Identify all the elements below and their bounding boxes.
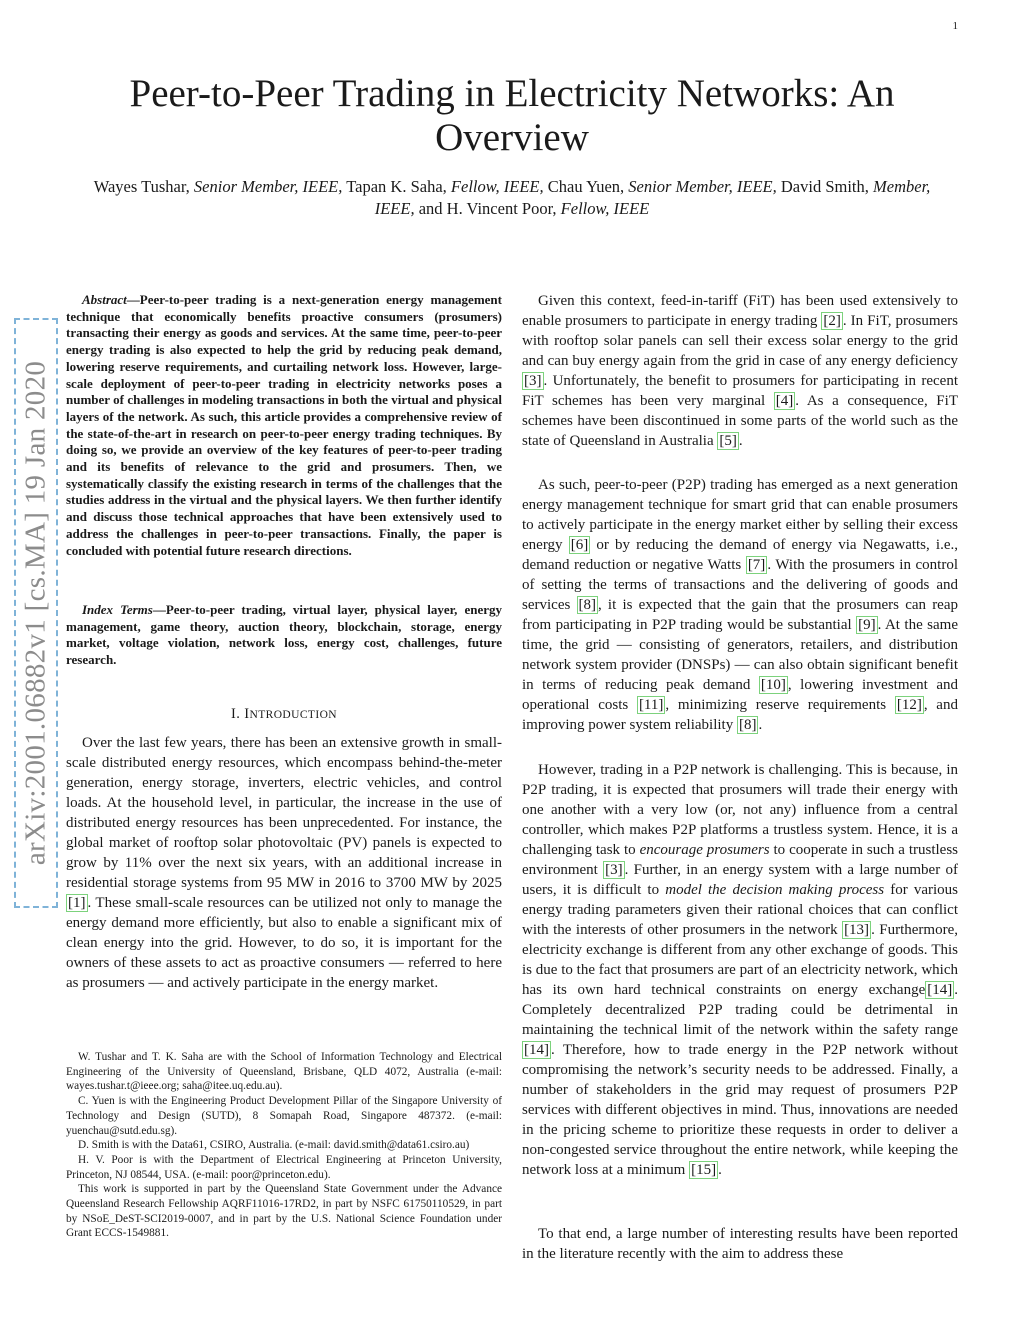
citation-link[interactable]: [10] — [760, 677, 786, 693]
citation-link[interactable]: [12] — [896, 697, 922, 713]
citation-link[interactable]: [14] — [524, 1042, 549, 1058]
author-footnotes — [66, 1050, 502, 1241]
author-affiliation: Senior Member, IEEE, — [628, 177, 777, 196]
paragraph-text: . Further, in an energy system with a large number of users, it is difficult to — [522, 862, 958, 898]
p2p-paragraph — [522, 475, 958, 735]
index-terms-text: —Peer-to-peer trading, virtual layer, physical layer, energy management, game theory, auction theory, blockchain, storage, energy market, voltage violation, network loss, energy cost, challenges, future research. — [66, 602, 502, 668]
author-affiliation: Fellow, IEEE — [560, 199, 650, 218]
author-name: Wayes Tushar, — [93, 177, 190, 196]
paper-title: Peer-to-Peer Trading in Electricity Networks: An Overview — [129, 72, 895, 159]
citation-link[interactable]: [8] — [738, 717, 757, 733]
citation-link[interactable]: [9] — [858, 617, 876, 633]
abstract-label: Abstract — [82, 292, 127, 307]
paragraph-text: As such, peer-to-peer (P2P) trading has emerged as a next generation energy management technique for smart grid that can enable prosumers to actively participate in the energy market either by selling their excess energy — [522, 477, 958, 553]
paragraph-text: . With the prosumers in control of setting the terms of transactions and the delivering of goods and services — [522, 557, 959, 613]
paragraph-text: Over the last few years, there has been an extensive growth in small-scale distributed energy resources, which encompass behind-the-meter generation, energy storage, inverters, electric vehicles, and control loads. At the household level, in particular, the increase in the use of distributed energy resources has been unprecedented. For instance, the global market of rooftop solar photovoltaic (PV) panels is expected to grow by 11% over the next six years, with an additional increase in residential storage systems from 95 MW in 2016 to 3700 MW by 2025 — [66, 735, 502, 891]
citation-link[interactable]: [15] — [691, 1162, 717, 1178]
author-name: and H. Vincent Poor, — [418, 199, 557, 218]
paragraph-text: . At the same time, the grid — consisting of generators, retailers, and distribution network system provider (DNSPs) — can also obtain significant benefit in terms of reducing peak demand — [522, 617, 958, 693]
emphasis-text: encourage prosumers — [639, 842, 770, 858]
footnote: This work is supported in part by the Queensland State Government under the Advance Queensland Research Fellowship AQRF11016-17RD2, in part by NSFC 61750110529, in part by NSoE_DeST-SCI2019-0007, and in part by the U.S. National Science Foundation under Grant ECCS-1549881. — [66, 1183, 502, 1240]
paragraph-text: , it is expected that the gain that the prosumers can reap from participating in P2P trading would be substantial — [522, 597, 958, 633]
abstract-text: —Peer-to-peer trading is a next-generation energy management technique that economically benefits proactive consumers (prosumers) transacting their energy as goods and services. At the same time, peer-to-peer energy trading is also expected to help the grid by reducing peak demand, lowering reserve requirements, and curtailing network loss. However, large-scale deployment of peer-to-peer trading in electricity networks poses a number of challenges in modeling transactions in both the virtual and physical layers of the network. As such, this article provides a comprehensive review of the state-of-the-art in research on peer-to-peer energy trading techniques. By doing so, we provide an overview of the key features of peer-to-peer trading and its benefits of relevance to the grid and prosumers. Then, we systematically classify the existing research in terms of the challenges that the studies address in the virtual and the physical layers. We then further identify and discuss those technical approaches that have been extensively used to address the challenges in peer-to-peer transactions. Finally, the paper is concluded with potential future research directions. — [66, 292, 502, 558]
citation-link[interactable]: [3] — [605, 862, 623, 878]
paragraph-text: . As a consequence, FiT schemes have been discontinued in some parts of the world such as the state of Queensland in Australia — [522, 393, 958, 449]
paragraph-text: . Furthermore, electricity exchange is different from any other exchange of goods. This is due to the fact that prosumers are part of an electricity network, which has its own hard technical constraints on energy exchange — [522, 922, 958, 998]
author-affiliation: Member, IEEE, — [374, 177, 931, 218]
section-title-rest: NTRODUCTION — [249, 709, 337, 721]
paragraph-text: for various energy trading parameters given their rational choices that can conflict with the interests of other prosumers in the network — [522, 882, 958, 938]
citation-link[interactable]: [3] — [524, 373, 542, 389]
paragraph-text: . In FiT, prosumers with rooftop solar panels can sell their excess solar energy to the grid and can buy energy again from the grid in case of any energy deficiency — [522, 313, 958, 369]
section-number: I. — [231, 706, 241, 722]
paragraph-text: Given this context, feed-in-tariff (FiT) has been used extensively to enable prosumers to participate in energy trading — [522, 293, 958, 329]
literature-paragraph: To that end, a large number of interesting results have been reported in the literature recently with the aim to address these — [522, 1226, 958, 1262]
author-name: Chau Yuen, — [547, 177, 625, 196]
footnote: D. Smith is with the Data61, CSIRO, Australia. (e-mail: david.smith@data61.csiro.au) — [78, 1139, 470, 1152]
emphasis-text: model the decision making process — [665, 882, 885, 898]
citation-link[interactable]: [2] — [823, 313, 841, 329]
footnote: C. Yuen is with the Engineering Product Development Pillar of the Singapore University of Technology and Design (SUTD), 8 Somapah Road, Singapore 487372. (e-mail: yuenchau@sutd.edu.sg). — [66, 1095, 502, 1137]
author-name: Tapan K. Saha, — [346, 177, 447, 196]
paragraph-text: . Unfortunately, the benefit to prosumers for participating in recent FiT schemes has been very marginal — [522, 373, 958, 409]
author-name: David Smith, — [780, 177, 869, 196]
index-terms-label: Index Terms — [82, 602, 153, 617]
section-heading-introduction — [66, 706, 502, 723]
paragraph-text: , minimizing reserve requirements — [665, 697, 895, 713]
arxiv-stamp-link[interactable] — [14, 318, 58, 908]
citation-link[interactable]: [6] — [570, 537, 589, 553]
paragraph-text: or by reducing the demand of energy via Negawatts, i.e., demand reduction or negative Watts — [522, 537, 958, 573]
citation-link[interactable]: [1] — [68, 895, 86, 911]
footnote: H. V. Poor is with the Department of Electrical Engineering at Princeton University, Princeton, NJ 08544, USA. (e-mail: poor@princeton.edu). — [66, 1153, 502, 1181]
citation-link[interactable]: [13] — [844, 922, 870, 938]
challenges-paragraph — [522, 760, 958, 1180]
paragraph-text: , and improving power system reliability — [522, 697, 958, 733]
paragraph-text: However, trading in a P2P network is challenging. This is because, in P2P trading, it is expected that prosumers will trade their energy with one another with a very low (or, not any) influence from a central controller, which makes P2P platforms a trustless system. Hence, it is a challenging task to — [522, 762, 958, 858]
citation-link[interactable]: [14] — [927, 982, 953, 998]
fit-paragraph — [522, 291, 958, 451]
paragraph-text: , lowering investment and operational costs — [522, 677, 958, 713]
page-number: 1 — [952, 20, 958, 32]
paragraph-text: . — [718, 1162, 722, 1178]
author-list — [80, 176, 944, 220]
paragraph-text: . Completely decentralized P2P trading could be detrimental in maintaining the technical limit of the network within the safety range — [522, 982, 958, 1038]
citation-link[interactable]: [5] — [719, 433, 737, 449]
author-affiliation: Senior Member, IEEE, — [193, 177, 343, 196]
arxiv-identifier: arXiv:2001.06882v1 [cs.MA] 19 Jan 2020 — [19, 360, 52, 866]
paragraph-text: . These small-scale resources can be utilized not only to manage the energy demand more efficiently, but also to enable a significant mix of clean energy into the grid. However, to do so, it is important for the owners of these assets to act as proactive consumers — referred to here as prosumers — and actively participate in the energy market. — [66, 895, 502, 991]
paragraph-text: . — [738, 433, 743, 449]
section-title-initial: I — [244, 706, 250, 722]
citation-link[interactable]: [11] — [638, 697, 664, 713]
author-affiliation: Fellow, IEEE, — [450, 177, 544, 196]
citation-link[interactable]: [8] — [578, 597, 596, 613]
paragraph-text: to cooperate in such a trustless environment — [522, 842, 959, 878]
abstract — [66, 292, 502, 559]
introduction-paragraph — [66, 733, 502, 993]
citation-link[interactable]: [7] — [747, 557, 766, 573]
paragraph-text: . Therefore, how to trade energy in the P2P network without compromising the network’s security needs to be addressed. Finally, a number of stakeholders in the grid may request of prosumers P2P services with different objectives in mind. Thus, innovations are needed in the pricing scheme to prioritize these requests in order to deliver a non-congested service throughout the entire network, while keeping the network loss at a minimum — [522, 1042, 958, 1178]
citation-link[interactable]: [4] — [775, 393, 794, 409]
footnote: W. Tushar and T. K. Saha are with the School of Information Technology and Electrical Engineering of the University of Queensland, Brisbane, QLD 4072, Australia (e-mail: wayes.tushar.t@ieee.org; saha@itee.uq.edu.au). — [66, 1051, 502, 1093]
paragraph-text: . — [758, 717, 763, 733]
index-terms — [66, 602, 502, 669]
